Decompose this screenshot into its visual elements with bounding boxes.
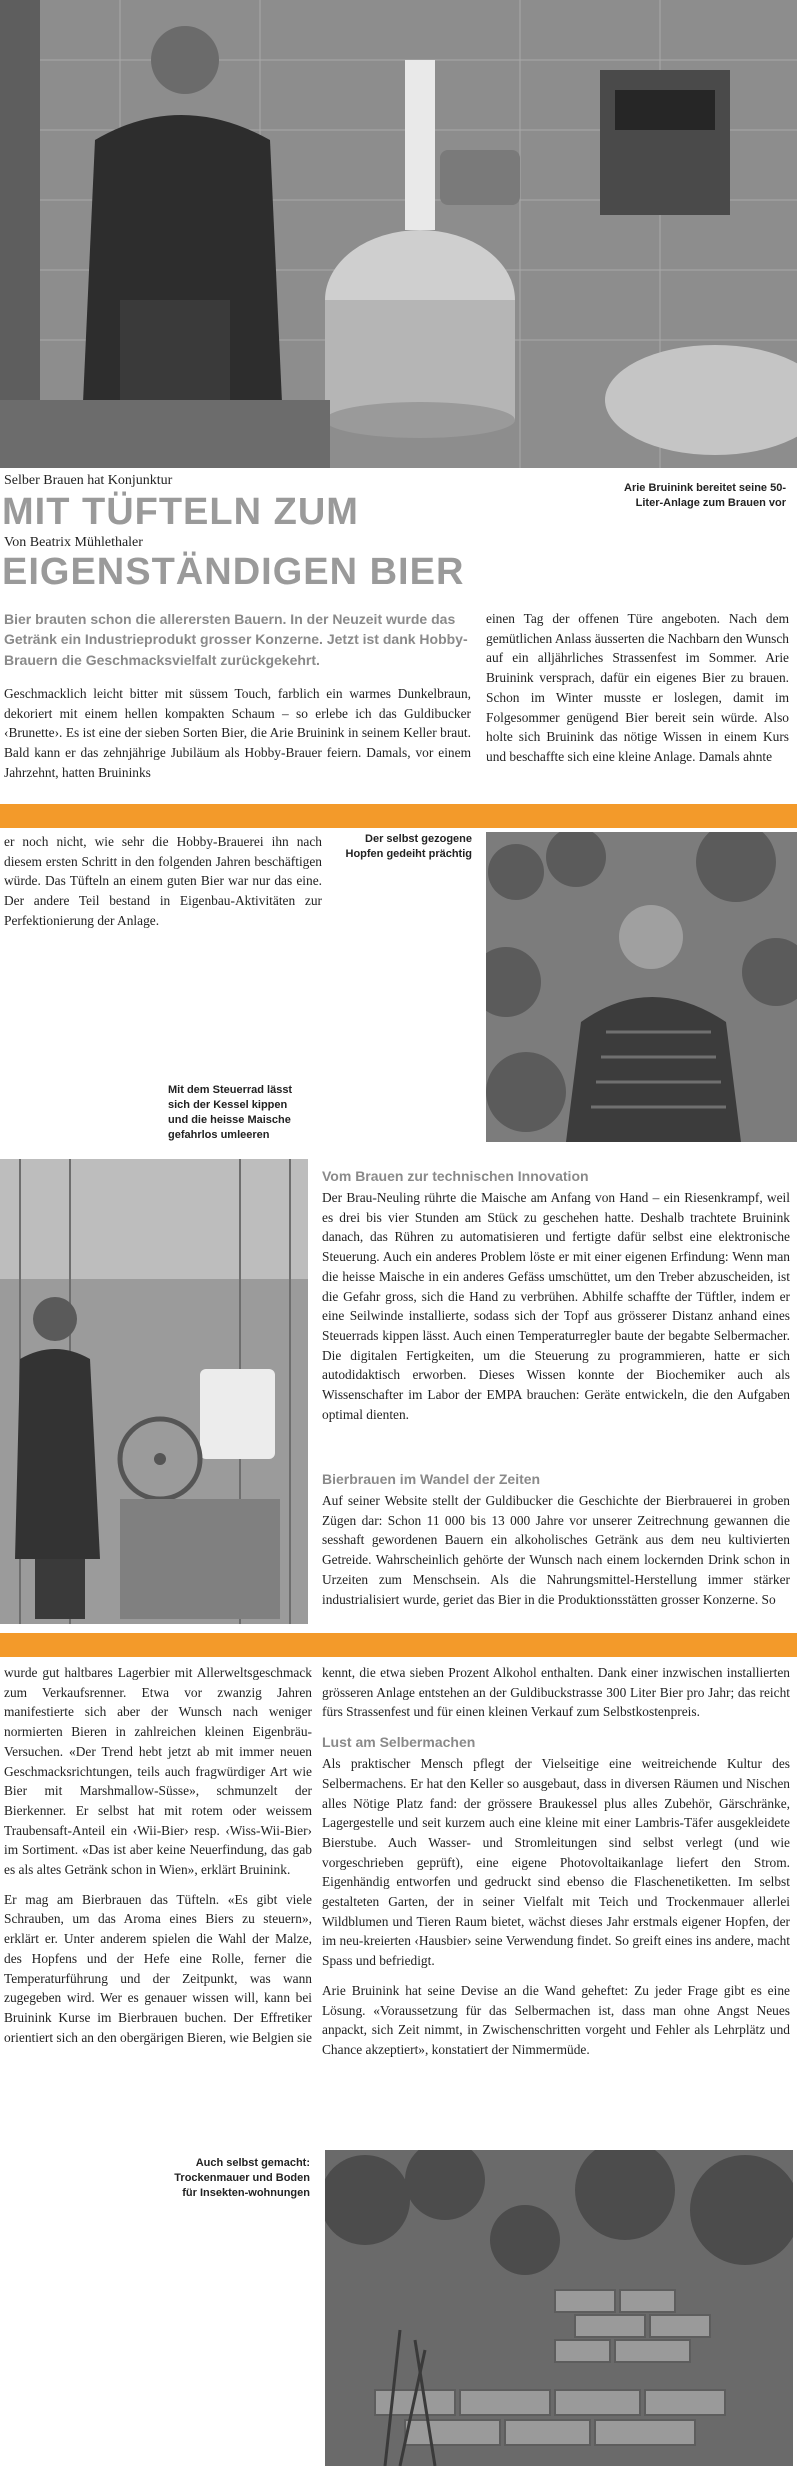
lead-paragraph: Bier brauten schon die allerersten Bauern. In der Neuzeit wurde das Getränk ein Industrieprodukt grosser Konzerne. Jetzt ist dank Hobby-Brauern die Geschmacksvielfalt zurückgekehrt. <box>4 611 468 668</box>
body-column-right-final <box>322 1663 790 2060</box>
paragraph: Geschmacklich leicht bitter mit süssem Touch, farblich ein warmes Dunkelbraun, dekoriert mit einem hellen kompakten Schaum – so erlebe ich das Guldibucker ‹Brunette›. Es ist eine der sieben Sorten Bier, die Arie Bruinink in seinem Keller braut. Bald kann er das zehnjährige Jubiläum als Hobby-Brauer feiern. Damals, vor einem Jahrzehnt, hatten Bruininks <box>4 686 471 780</box>
body-column-3 <box>4 832 322 931</box>
section-title-pleasure: Lust am Selbermachen <box>322 1734 476 1751</box>
paragraph: Auf seiner Website stellt der Guldibucker die Geschichte der Bierbrauerei in groben Zügen dar: Schon 11 000 bis 13 000 Jahre vor unserer Zeitrechnung gewannen die sesshaft gewordenen Bauern ein alkoholisches Getränk aus dem neu kultivierten Getreide. Wahrscheinlich gehörte der Wunsch nach einem lockernden Drink schon in Urzeiten zum Menschsein. Als die Nahrungsmittel-Herstellung immer stärker industrialisiert wurde, geriet das Bier in die Produktionsstätten grosser Konzerne. So <box>322 1493 790 1607</box>
byline: Von Beatrix Mühlethaler <box>4 535 143 550</box>
paragraph: Er mag am Bierbrauen das Tüfteln. «Es gibt viele Schrauben, um das Aroma eines Biers zu steuern», erklärt er. Unter anderem spielen die Wahl der Malze, des Hopfens und der Hefe eine Rolle, ferner die Temperaturführung und der Zeitpunkt, was wann zugegeben wird. Wer es genauer wissen will, kann bei Bruinink Kurse im Bierbrauen buchen. Der Effretiker orientiert sich an den obergärigen Bieren, wie Belgien sie <box>4 1891 313 2045</box>
caption-wheel-photo: Mit dem Steuerrad lässt sich der Kessel kippen und die heisse Maische gefahrlos umleeren <box>168 1084 293 1141</box>
paragraph: kennt, die etwa sieben Prozent Alkohol enthalten. Dank einer inzwischen installierten grösseren Anlage entstehen an der Guldibuckstrasse 300 Liter Bier pro Jahr; das reicht fürs Strassenfest und für einen kleinen Verkauf zum Selbstkostenpreis. <box>322 1665 790 1720</box>
orange-divider-1 <box>0 804 797 828</box>
photo-steering-wheel <box>0 1159 308 1624</box>
photo-garden-wall <box>325 2150 793 2466</box>
paragraph: er noch nicht, wie sehr die Hobby-Brauerei ihn nach diesem ersten Schritt in den folgenden Jahren beschäftigen würde. Das Tüfteln an einem guten Bier war nur das eine. Der andere Teil bestand in Eigenbau-Aktivitäten zur Perfektionierung der Anlage. <box>4 834 322 928</box>
photo-hops <box>486 832 797 1142</box>
paragraph: einen Tag der offenen Türe angeboten. Nach dem gemütlichen Anlass äusserten die Nachbarn den Wunsch auf ein alljährliches Strassenfest im Sommer. Arie Bruinink versprach, dafür ein eigenes Bier zu brauen. Schon im Winter musste er loslegen, damit im Folgesommer genügend Bier bereit sein würde. Also holte sich Bruinink das nötige Wissen in einem Kurs und beschaffte sich eine kleine Anlage. Damals ahnte <box>486 611 789 764</box>
section-title-history: Bierbrauen im Wandel der Zeiten <box>322 1471 541 1487</box>
section-history <box>322 1471 790 1609</box>
section-innovation <box>322 1168 790 1424</box>
paragraph: Der Brau-Neuling rührte die Maische am Anfang von Hand – ein Riesenkrampf, weil es drei bis vier Stunden am Stück zu geschehen hatte. Deshalb trachtete Bruinink danach, das Rühren zu automatisieren und fertigte dafür selbst eine elektronische Steuerung. Auch ein anderes Problem löste er mit einer eigenen Erfindung: Wenn man die heisse Maische in ein anderes Gefäss umschüttet, um den Treber abzuscheiden, ist die Gefahr gross, sich die Hand zu verbrühen. Abhilfe schaffte der Tüftler, indem er eine Seilwinde installierte, sodass sich der Topf aus grösserer Distanz anhand eines Steuerrads kippen lässt. Auch einen Temperaturregler baute der begabte Selbermacher. Die digitalen Fertigkeiten, um die Steuerung zu programmieren, hatte er sich autodidaktisch erworben. Dieses Wissen konnte der Biochemiker auch als Wissenschafter im Labor der EMPA brauchen: Geräte entwickeln, die den Aufgaben optimal dienten. <box>322 1190 790 1422</box>
history-body <box>322 1491 790 1609</box>
paragraph: Als praktischer Mensch pflegt der Vielseitige eine weitreichende Kultur des Selbermachens. Er hat den Keller so ausgebaut, dass in diversen Räumen und Nischen alles Nötige Platz fand: der grössere Braukessel plus alles Zubehör, Gärschränke, Lagergestelle und seit kurzem auch eine kleine mit einer Lambris-Täfer ausgekleidete Bierstube. Auch Wasser- und Stromleitungen sind selbst verlegt (und wie vorgeschrieben geprüft), eine eigene Photovoltaikanlage liefert den Strom. Eigenhändig entworfen und gedruckt sind ebenso die Flaschenetiketten. Im selbst gestalteten Garten, der in seiner Vielfalt mit Teich und Trockenmauer allerlei Wildblumen und Tieren Raum bietet, wächst dieses Jahr erstmals eigener Hopfen, der im neu-kreierten ‹Hausbier› seine Verwendung findet. So greift eines ins andere, macht Spass und befriedigt. <box>322 1756 790 1969</box>
caption-hops-photo: Der selbst gezogene Hopfen gedeiht prächtig <box>345 833 472 860</box>
kicker: Selber Brauen hat Konjunktur <box>4 473 173 488</box>
body-column-left-final <box>4 1663 312 2047</box>
innovation-body <box>322 1188 790 1424</box>
section-title-innovation: Vom Brauen zur technischen Innovation <box>322 1168 589 1184</box>
body-column-2 <box>486 609 789 767</box>
photo-brewing-setup <box>0 0 797 468</box>
headline-line-1: MIT TÜFTELN ZUM <box>2 491 359 533</box>
paragraph: wurde gut haltbares Lagerbier mit Allerweltsgeschmack zum Verkaufsrenner. Etwa vor zwanzig Jahren manifestierte sich aber der Wunsch nach weniger normierten Bieren in zahlreichen kleinen Eigenbräu-Versuchen. «Der Trend hebt jetzt ab mit immer neuen Geschmacksrichtungen, teils auch fragwürdiger Art wie Bier mit Marshmallow-Süsse», schmunzelt der Bierkenner. Er selbst hat mit rotem oder weissem Traubensaft-Anteil ein ‹Wii-Bier› resp. ‹Wiss-Wii-Bier› im Sortiment. «Das ist aber keine Neuerfindung, das gab es als altes Getränk schon in Wien», erklärt Bruinink. <box>4 1665 312 1878</box>
pleasure-body <box>322 1754 790 2060</box>
paragraph: Arie Bruinink hat seine Devise an die Wand geheftet: Zu jeder Frage gibt es eine Lösung. «Voraussetzung für das Selbermachen ist, dass man ohne Angst Neues anpackt, sich Zeit nimmt, in Zwischenschritten vorgeht und Fehler als Lehrplätz und Chance akzeptiert», konstatiert der Nimmermüde. <box>322 1982 790 2057</box>
orange-divider-2 <box>0 1633 797 1657</box>
body-column-1 <box>4 684 471 783</box>
caption-top-photo: Arie Bruinink bereitet seine 50-Liter-Anlage zum Brauen vor <box>624 482 786 509</box>
caption-garden-photo: Auch selbst gemacht: Trockenmauer und Boden für Insekten-wohnungen <box>174 2157 310 2199</box>
headline-line-2: EIGENSTÄNDIGEN BIER <box>2 551 465 593</box>
